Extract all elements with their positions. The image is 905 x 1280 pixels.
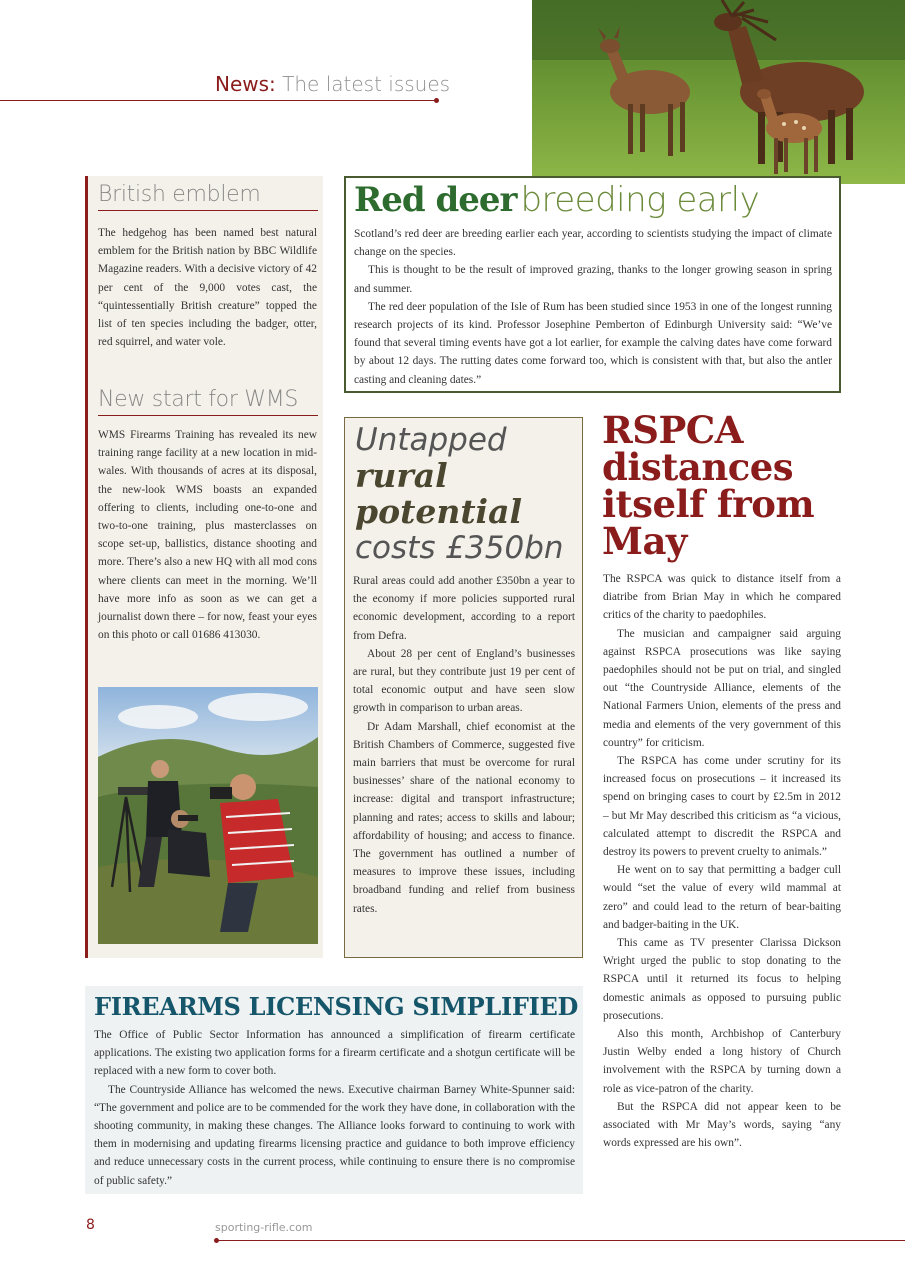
- rspca-paragraph: This came as TV presenter Clarissa Dickson Wright urged the public to stop donating to the RSPCA until it returned its focus to helping domestic animals as opposed to pursuing public prosecutions.: [603, 937, 841, 1022]
- rspca-paragraph: The musician and campaigner said arguing against RSPCA prosecutions was like saying paedophiles should not be put on trial, and singled out “the Countryside Alliance, elements of the National Farmers Union, elements of the press and media and elements of the very government of this country” for criticism.: [603, 627, 841, 749]
- header-divider: [0, 100, 438, 101]
- rural-headline-line: potential: [355, 492, 523, 531]
- header-divider-dot: [434, 98, 439, 103]
- rural-headline: [355, 422, 577, 566]
- page-number: 8: [86, 1217, 95, 1233]
- footer-site-url: sporting-rifle.com: [215, 1221, 313, 1234]
- wms-text: WMS Firearms Training has revealed its new training range facility at a new location in mid-wales. With thousands of acres at its disposal, the new-look WMS boasts an expanded offering to clients, including one-to-one and two-to-one training, plus masterclasses on scope set-up, ballistics, distance shooting and more. There’s also a new HQ with all mod cons where clients can meet in the morning. We’ll have more info as soon as we can get a journalist down there – for now, feast your eyes on this photo or call 01686 413030.: [98, 429, 317, 642]
- rural-headline-line: costs £350bn: [355, 530, 564, 566]
- rspca-headline: [602, 408, 842, 563]
- red-deer-paragraph: This is thought to be the result of improved grazing, thanks to the longer growing season in spring and summer.: [354, 264, 832, 295]
- rspca-headline-line: May: [602, 519, 687, 563]
- red-deer-paragraph: Scotland’s red deer are breeding earlier each year, according to scientists studying the impact of climate change on the species.: [354, 228, 832, 259]
- rural-body: [353, 572, 575, 918]
- footer-divider-dot: [214, 1238, 219, 1243]
- rural-potential-article: [344, 417, 583, 958]
- emblem-heading: British emblem: [98, 182, 318, 211]
- firearms-body: [94, 1026, 575, 1190]
- wms-heading: New start for WMS: [98, 387, 318, 416]
- red-deer-paragraph: The red deer population of the Isle of Rum has been studied since 1953 in one of the longest running research projects of its kind. Professor Josephine Pemberton of Edinburgh University said: “We’ve found that several timing events have got a lot earlier, for example the calving dates have come forward by about 12 days. The rutting dates come forward too, which is consistent with that, but also the antler casting and cleaning dates.”: [354, 300, 832, 386]
- emblem-text: The hedgehog has been named best natural emblem for the British nation by BBC Wildlife Magazine readers. With a decisive victory of 42 per cent of the 9,000 votes cast, the “quintessentially British creature” topped the list of ten species including the badger, otter, red squirrel, and water vole.: [98, 227, 317, 349]
- rspca-paragraph: But the RSPCA did not appear keen to be associated with Mr May’s words, saying “any words expressed are his own”.: [603, 1100, 841, 1150]
- rural-paragraph: Dr Adam Marshall, chief economist at the British Chambers of Commerce, suggested five main barriers that must be overcome for rural businesses’ share of the national economy to increase: digital and transport infrastructure; planning and rates; access to skills and labour; affordability of housing; and access to finance. The government has outlined a number of measures to improve these issues, including broadband funding and relief from business rates.: [353, 720, 575, 915]
- red-deer-article: [344, 176, 841, 393]
- firearms-headline: FIREARMS LICENSING SIMPLIFIED: [94, 992, 579, 1021]
- rspca-paragraph: Also this month, Archbishop of Canterbury Justin Welby ended a long history of Church involvement with the RSPCA by turning down a role as vice-patron of the charity.: [603, 1028, 841, 1095]
- rspca-headline-line: itself from: [602, 482, 815, 526]
- red-deer-illustration: [532, 0, 905, 184]
- wms-shooting-photo: [98, 687, 318, 944]
- section-label: News:: [215, 72, 276, 96]
- firearms-paragraph: The Office of Public Sector Information has announced a simplification of firearm certificate applications. The existing two application forms for a firearm certificate and a shotgun certificate will be replaced with a new form to cover both.: [94, 1029, 575, 1078]
- rural-headline-line: Untapped: [355, 422, 507, 458]
- rspca-paragraph: The RSPCA was quick to distance itself from a diatribe from Brian May in which he compared critics of the charity to paedophiles.: [603, 573, 841, 622]
- red-deer-body: [354, 225, 832, 389]
- firearms-article: [85, 986, 583, 1194]
- section-topic: The latest issues: [282, 72, 451, 96]
- firearms-paragraph: The Countryside Alliance has welcomed the news. Executive chairman Barney White-Spunner said: “The government and police are to be commended for the work they have done, in collaboration with the shooting community, in making these changes. The Alliance looks forward to continuing to work with them in modernising and updating firearms licensing practice and guidance to both improve efficiency and reduce unnecessary costs in the current process, while continuing to ensure there is no compromise of public safety.”: [94, 1083, 575, 1187]
- shooters-illustration: [98, 687, 318, 944]
- footer-divider: [215, 1240, 905, 1241]
- red-deer-photo: [532, 0, 905, 184]
- rspca-headline-line: RSPCA: [602, 408, 743, 452]
- rural-paragraph: About 28 per cent of England’s businesses are rural, but they contribute just 19 per cent of total economic output and have seen slow growth in comparison to urban areas.: [353, 647, 575, 715]
- rspca-paragraph: The RSPCA has come under scrutiny for its increased focus on prosecutions – it increased its spend on bringing cases to court by £2.5m in 2012 – but Mr May described this criticism as “a vicious, calculated attempt to discredit the RSPCA and destroy its powers to prevent cruelty to animals.”: [603, 755, 841, 859]
- rspca-headline-line: distances: [602, 445, 794, 489]
- red-deer-headline-bold: Red deer: [354, 180, 517, 220]
- rural-headline-line: rural: [355, 456, 448, 495]
- news-sidebar: [85, 176, 323, 958]
- red-deer-headline: [354, 180, 759, 220]
- rspca-body: [603, 570, 841, 1153]
- section-header: [215, 72, 450, 96]
- rural-paragraph: Rural areas could add another £350bn a year to the economy if more policies supported rural economic development, according to a report from Defra.: [353, 575, 575, 642]
- red-deer-headline-light: breeding early: [520, 180, 760, 220]
- rspca-paragraph: He went on to say that permitting a badger cull would “set the value of every wild mammal at zero” and could lead to the return of bear-baiting and badger-baiting in the UK.: [603, 864, 841, 931]
